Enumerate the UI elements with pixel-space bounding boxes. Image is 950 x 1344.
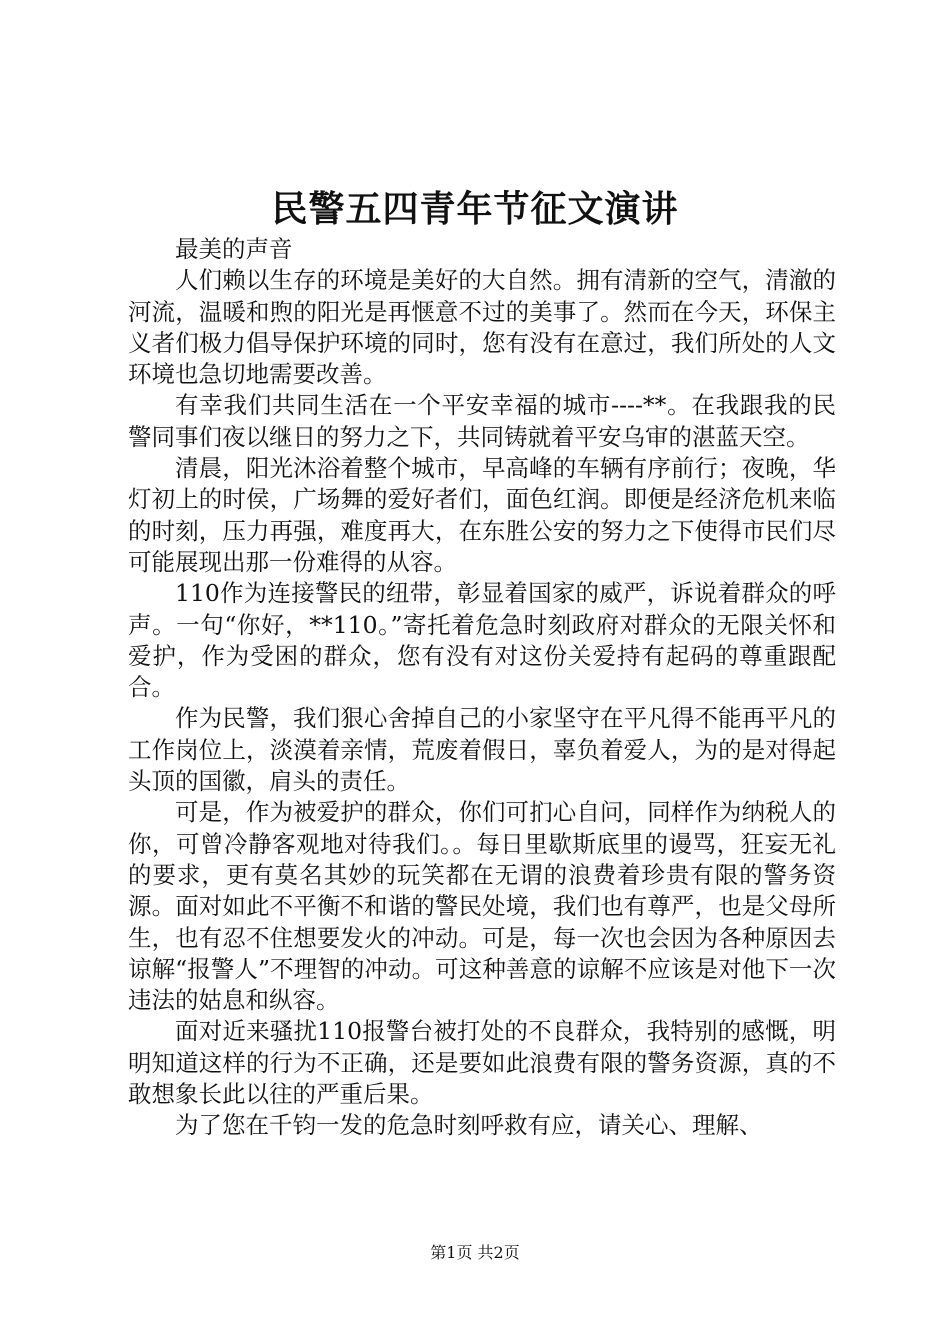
paragraph: 可是，作为被爱护的群众，你们可扪心自问，同样作为纳税人的你，可曾冷静客观地对待我们。。每日里歇斯底里的谩骂，狂妄无礼的要求，更有莫名其妙的玩笑都在无谓的浪费着珍贵有限的警务资源。面对如此不平衡不和谐的警民处境，我们也有尊严，也是父母所生，也有忍不住想要发火的冲动。可是，每一次也会因为各种原因去谅解“报警人”不理智的冲动。可这种善意的谅解不应该是对他下一次违法的姑息和纵容。 bbox=[128, 798, 836, 1015]
paragraph-subtitle: 最美的声音 bbox=[175, 235, 293, 263]
paragraph: 110作为连接警民的纽带，彰显着国家的威严，诉说着群众的呼声。一句“你好，**110。”寄托着危急时刻政府对群众的无限关怀和爱护，作为受困的群众，您有没有对这份关爱持有起码的尊重跟配合。 bbox=[128, 579, 836, 702]
document-title: 民警五四青年节征文演讲 bbox=[271, 189, 679, 230]
paragraph: 作为民警，我们狠心舍掉自己的小家坚守在平凡得不能再平凡的工作岗位上，淡漠着亲情，荒废着假日，辜负着爱人，为的是对得起头顶的国徽，肩头的责任。 bbox=[128, 704, 836, 796]
paragraph: 为了您在千钧一发的危急时刻呼救有应，请关心、理解、 bbox=[175, 1111, 763, 1140]
paragraph: 面对近来骚扰110报警台被打处的不良群众，我特别的感慨，明明知道这样的行为不正确，还是要如此浪费有限的警务资源，真的不敢想象长此以往的严重后果。 bbox=[128, 1017, 836, 1109]
paragraph: 有幸我们共同生活在一个平安幸福的城市----**。在我跟我的民警同事们夜以继日的努力之下，共同铸就着平安乌审的湛蓝天空。 bbox=[128, 391, 836, 451]
paragraph: 人们赖以生存的环境是美好的大自然。拥有清新的空气，清澈的河流，温暖和煦的阳光是再惬意不过的美事了。然而在今天，环保主义者们极力倡导保护环境的同时，您有没有在意过，我们所处的人文环境也急切地需要改善。 bbox=[128, 266, 836, 389]
page-footer: 第1页 共2页 bbox=[430, 1243, 520, 1262]
document-body bbox=[128, 234, 836, 1142]
paragraph: 清晨，阳光沐浴着整个城市，早高峰的车辆有序前行；夜晚，华灯初上的时侯，广场舞的爱好者们，面色红润。即便是经济危机来临的时刻，压力再强，难度再大，在东胜公安的努力之下使得市民们尽可能展现出那一份难得的从容。 bbox=[128, 454, 836, 576]
